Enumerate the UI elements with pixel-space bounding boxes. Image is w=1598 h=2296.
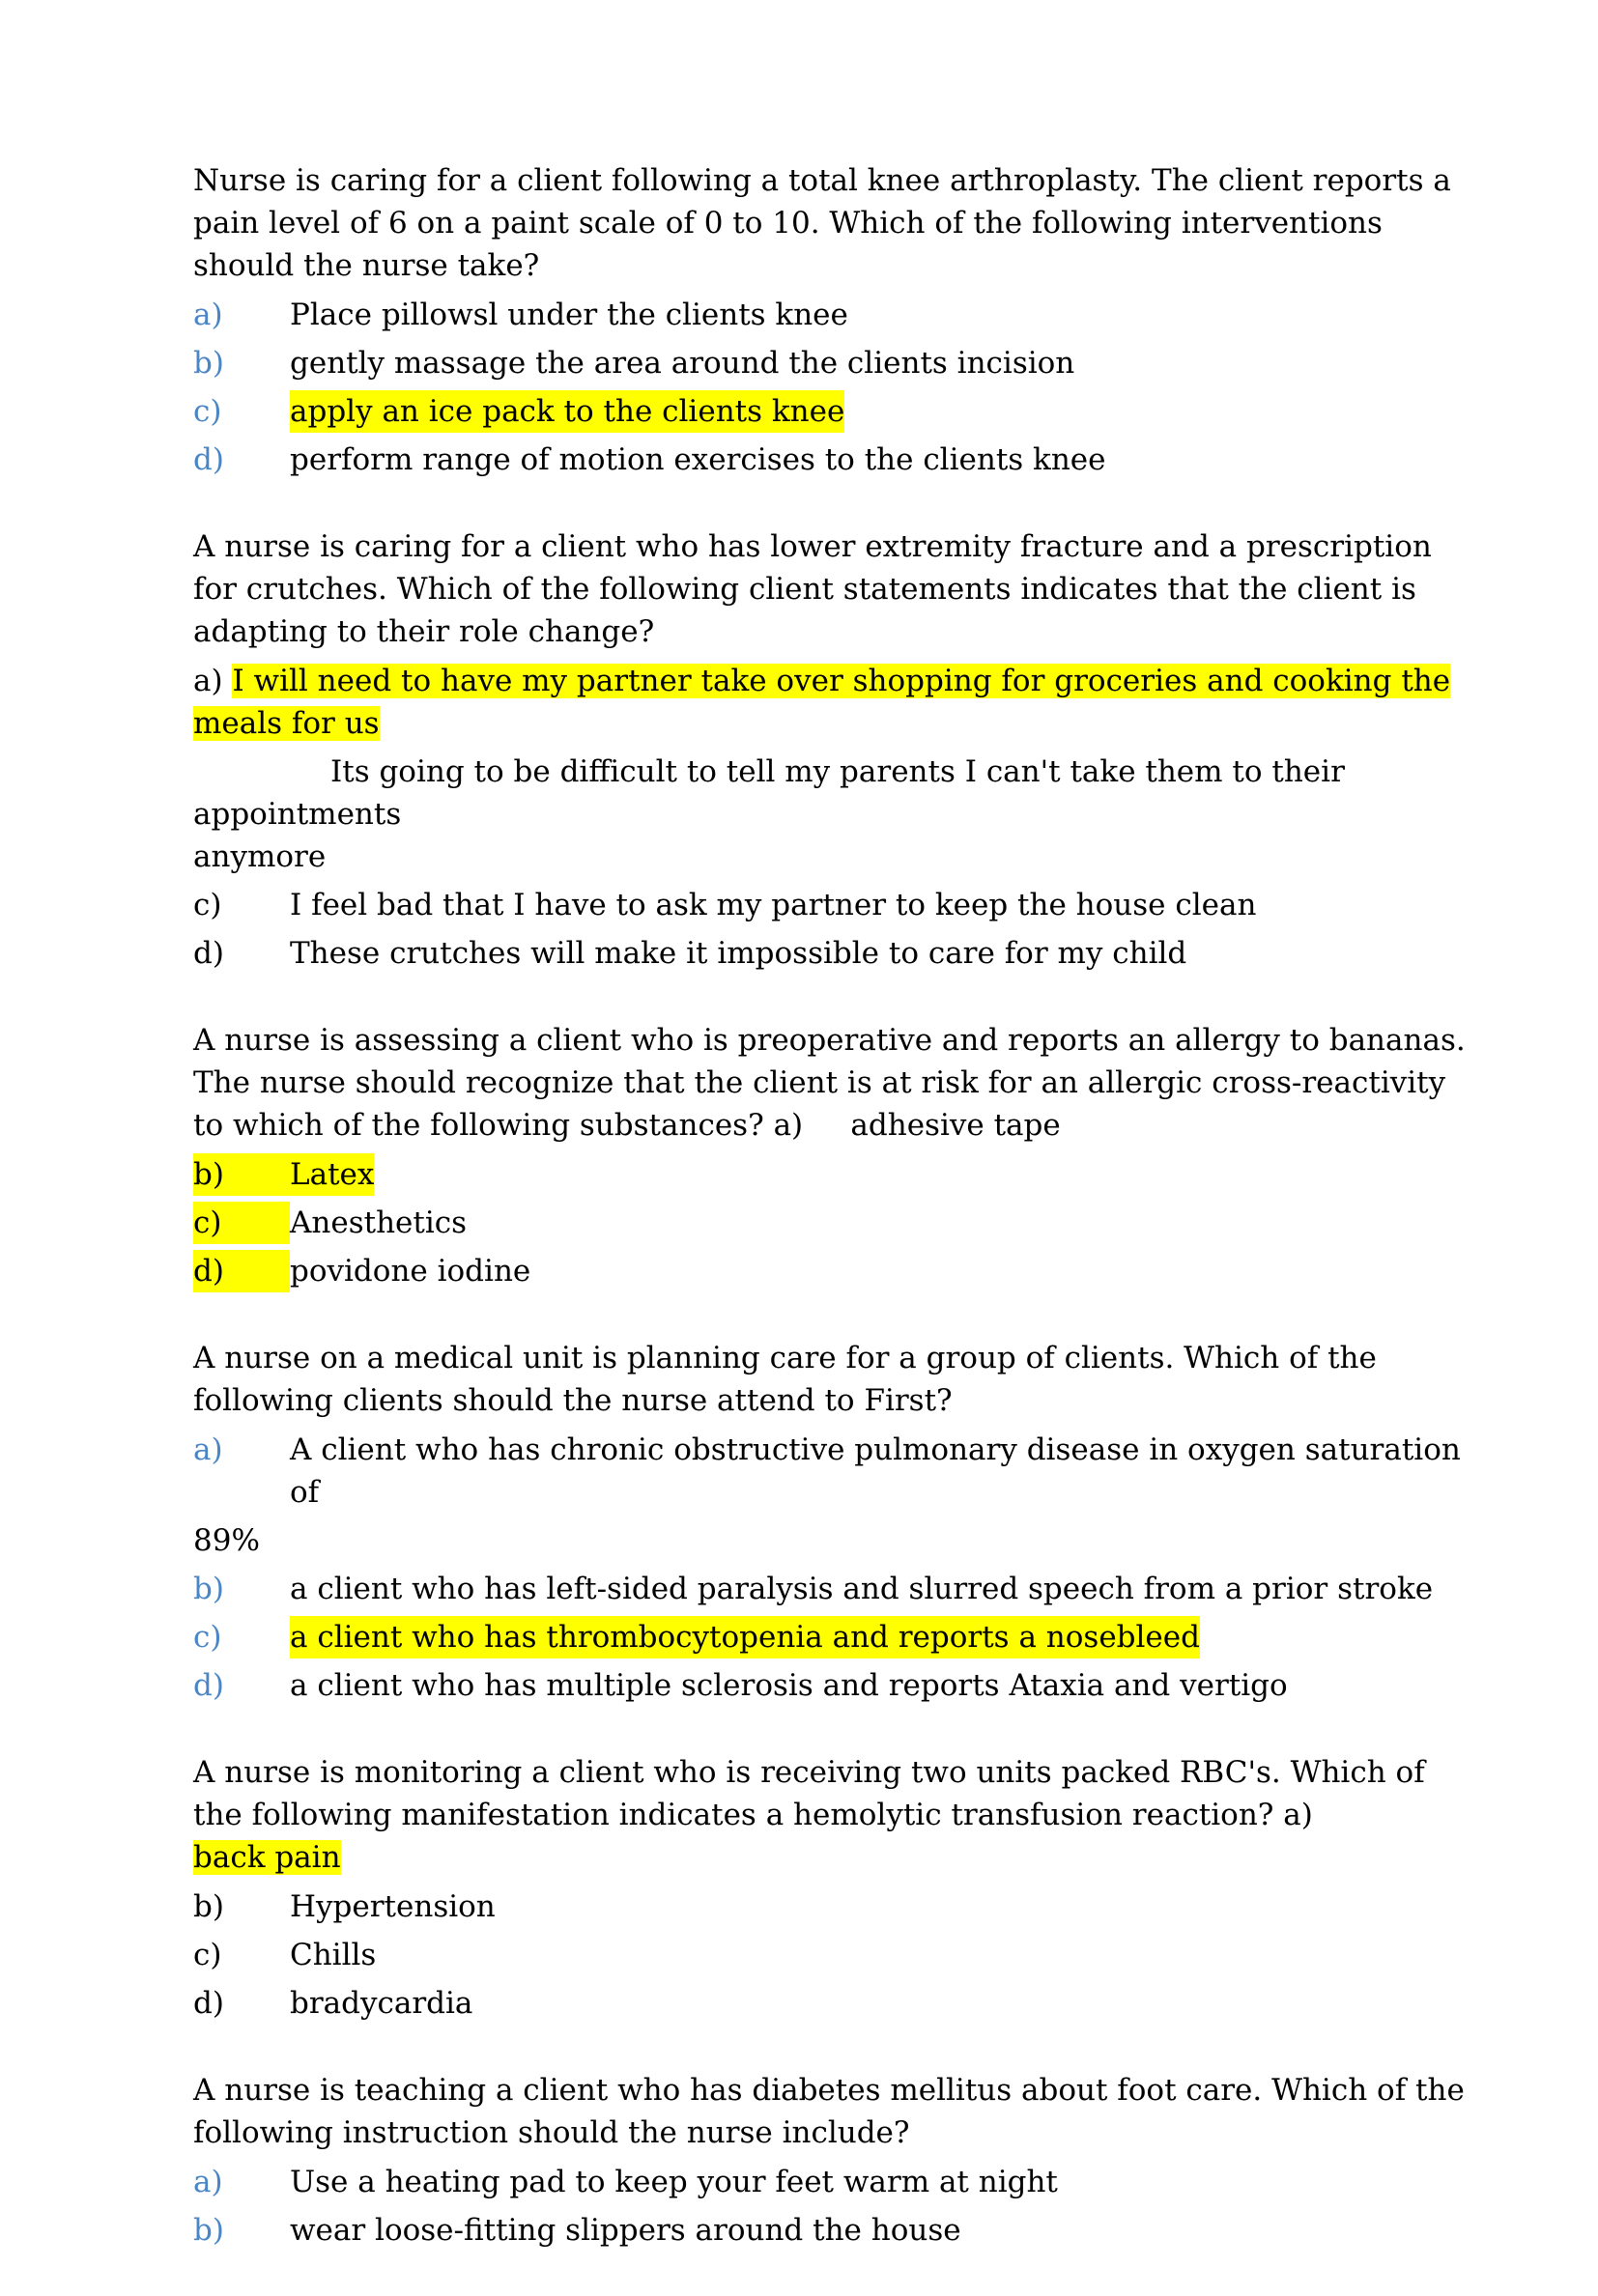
option-text: gently massage the area around the clients incision: [290, 346, 1075, 381]
question-2: [193, 525, 1469, 975]
question-stem: A nurse on a medical unit is planning care for a group of clients. Which of the following clients should the nurse attend to First?: [193, 1341, 1377, 1418]
option-a-cont: 89%: [193, 1523, 260, 1558]
option-c: [193, 884, 1469, 926]
option-c: [193, 390, 1469, 433]
question-stem: Nurse is caring for a client following a total knee arthroplasty. The client reports a pain level of 6 on a paint scale of 0 to 10. Which of the following interventions should the nurse take?: [193, 163, 1451, 283]
option-text: wear loose-fitting slippers around the house: [290, 2213, 961, 2248]
inline-option-label: a): [773, 1108, 804, 1143]
option-text-highlighted: apply an ice pack to the clients knee: [290, 390, 844, 433]
option-c: [193, 1934, 1469, 1976]
question-stem-text: A nurse is monitoring a client who is receiving two units packed RBC's. Which of the following manifestation indicates a hemolytic transfusion reaction?: [193, 1755, 1425, 1832]
option-text-highlighted-cont: meals for us: [193, 706, 380, 741]
option-label: d): [193, 1250, 290, 1292]
inline-option-label: a): [1283, 1798, 1313, 1832]
option-label: a): [193, 2165, 223, 2199]
option-d: [193, 932, 1469, 975]
option-label: b): [193, 1153, 290, 1196]
option-text: Its going to be difficult to tell my parents I can't take them to their appointments: [193, 754, 1345, 832]
option-label: c): [193, 888, 222, 922]
option-label: d): [193, 1668, 224, 1703]
option-label: c): [193, 394, 222, 429]
inline-option-text-highlighted: back pain: [193, 1840, 341, 1875]
option-text: perform range of motion exercises to the clients knee: [290, 442, 1106, 477]
option-text: Hypertension: [290, 1889, 496, 1924]
option-b: [193, 1153, 1469, 1196]
question-stem: [193, 1751, 1469, 1879]
option-text: Place pillowsl under the clients knee: [290, 298, 848, 332]
option-text-highlighted: a client who has thrombocytopenia and reports a nosebleed: [290, 1616, 1200, 1658]
option-text: These crutches will make it impossible to care for my child: [290, 936, 1187, 971]
question-stem: A nurse is caring for a client who has lower extremity fracture and a prescription for crutches. Which of the following client statements indicates that the client is adapting to their role change?: [193, 529, 1432, 649]
inline-option-text: adhesive tape: [850, 1108, 1061, 1143]
option-text: Chills: [290, 1938, 377, 1972]
question-stem-text: A nurse is assessing a client who is preoperative and reports an allergy to bananas. The nurse should recognize that the client is at risk for an allergic cross-reactivity to which of the following substances?: [193, 1023, 1466, 1143]
option-b: [193, 342, 1469, 384]
option-label: a): [193, 298, 223, 332]
option-a: [193, 1429, 1469, 1514]
option-d: [193, 1664, 1469, 1707]
option-text: I feel bad that I have to ask my partner to keep the house clean: [290, 888, 1257, 922]
option-label: b): [193, 1572, 224, 1606]
option-text: povidone iodine: [290, 1254, 531, 1289]
option-text: a client who has multiple sclerosis and reports Ataxia and vertigo: [290, 1668, 1288, 1703]
option-b: [193, 2209, 1469, 2252]
question-stem: A nurse is teaching a client who has diabetes mellitus about foot care. Which of the following instruction should the nurse include?: [193, 2073, 1465, 2150]
option-text: Use a heating pad to keep your feet warm at night: [290, 2165, 1058, 2199]
option-label: b): [193, 346, 224, 381]
option-label: a): [193, 1432, 223, 1467]
option-label: d): [193, 442, 224, 477]
option-c: [193, 1202, 1469, 1244]
option-label: c): [193, 1202, 290, 1244]
option-text: A client who has chronic obstructive pulmonary disease in oxygen saturation of: [290, 1432, 1461, 1510]
option-text: Anesthetics: [290, 1205, 468, 1240]
option-c: [193, 1616, 1469, 1658]
option-a: [193, 294, 1469, 336]
question-4: [193, 1337, 1469, 1707]
option-label: c): [193, 1938, 222, 1972]
option-label: a): [193, 664, 223, 698]
option-b: [193, 1885, 1469, 1928]
option-text: bradycardia: [290, 1986, 473, 2021]
option-a: [193, 660, 1469, 745]
question-1: [193, 159, 1469, 481]
option-label: d): [193, 936, 224, 971]
question-3: [193, 1019, 1469, 1292]
option-label: b): [193, 2213, 224, 2248]
option-d: [193, 439, 1469, 481]
option-d: [193, 1250, 1469, 1292]
question-stem: [193, 1019, 1469, 1147]
question-6: [193, 2069, 1469, 2252]
option-d: [193, 1982, 1469, 2025]
option-label: d): [193, 1986, 224, 2021]
option-a: [193, 2161, 1469, 2203]
option-text-highlighted: Latex: [290, 1153, 374, 1196]
question-5: [193, 1751, 1469, 2025]
option-b: [193, 1568, 1469, 1610]
option-text-highlighted: I will need to have my partner take over shopping for groceries and cooking the: [232, 664, 1451, 698]
option-label: c): [193, 1620, 222, 1655]
document-page: [193, 159, 1469, 2296]
option-b: [193, 751, 1469, 878]
option-label: b): [193, 1889, 224, 1924]
option-text-cont: anymore: [193, 839, 327, 874]
option-text: a client who has left-sided paralysis and slurred speech from a prior stroke: [290, 1572, 1434, 1606]
